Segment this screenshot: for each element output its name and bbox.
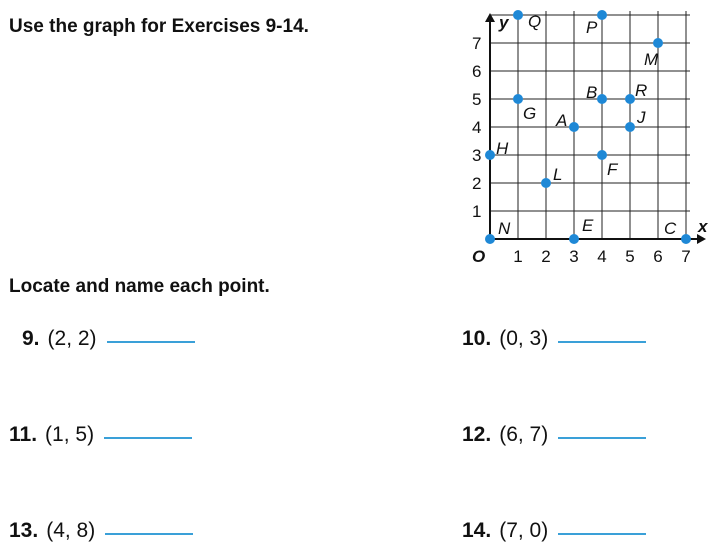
exercise-number: 13.: [9, 519, 39, 542]
y-axis-label: y: [499, 13, 509, 32]
point-label-B: B: [586, 83, 598, 102]
answer-blank[interactable]: [104, 431, 192, 439]
point-label-P: P: [586, 18, 598, 37]
x-tick-label: 7: [681, 247, 691, 266]
point-label-A: A: [556, 111, 568, 130]
point-label-E: E: [582, 216, 594, 235]
exercise-9: [22, 327, 195, 351]
point-label-J: J: [637, 108, 646, 127]
y-tick-label: 4: [472, 118, 482, 137]
answer-blank[interactable]: [105, 527, 193, 535]
point-label-M: M: [644, 50, 659, 69]
point-R: [625, 94, 635, 104]
instructions-heading: Locate and name each point.: [9, 276, 270, 297]
y-axis-arrow-icon: [485, 13, 495, 22]
answer-blank[interactable]: [558, 335, 646, 343]
x-tick-label: 5: [625, 247, 635, 266]
answer-blank[interactable]: [107, 335, 195, 343]
exercise-number: 11.: [9, 423, 38, 446]
point-C: [681, 234, 691, 244]
point-label-F: F: [607, 160, 618, 179]
y-tick-label: 7: [472, 34, 482, 53]
origin-label: O: [472, 247, 486, 266]
point-label-N: N: [498, 219, 511, 238]
point-G: [513, 94, 523, 104]
point-label-G: G: [523, 104, 537, 123]
y-tick-label: 5: [472, 90, 482, 109]
point-L: [541, 178, 551, 188]
ordered-pair: (1, 5): [45, 423, 95, 446]
point-H: [485, 150, 495, 160]
y-tick-label: 3: [472, 146, 482, 165]
exercise-14: [462, 519, 646, 543]
ordered-pair: (6, 7): [499, 423, 549, 446]
point-N: [485, 234, 495, 244]
exercise-11: [9, 423, 192, 447]
ordered-pair: (2, 2): [47, 327, 97, 350]
point-label-R: R: [635, 81, 648, 100]
coordinate-graph: [0, 0, 725, 270]
exercise-12: [462, 423, 646, 447]
ordered-pair: (0, 3): [499, 327, 549, 350]
x-tick-label: 6: [653, 247, 663, 266]
x-tick-label: 1: [513, 247, 523, 266]
y-tick-label: 1: [472, 202, 482, 221]
point-A: [569, 122, 579, 132]
x-axis-label: x: [698, 217, 708, 236]
exercise-10: [462, 327, 646, 351]
y-tick-label: 6: [472, 62, 482, 81]
exercise-number: 9.: [22, 327, 40, 350]
point-P: [597, 10, 607, 20]
x-tick-label: 3: [569, 247, 579, 266]
point-F: [597, 150, 607, 160]
point-label-L: L: [553, 165, 563, 184]
y-tick-label: 2: [472, 174, 482, 193]
point-label-H: H: [496, 139, 509, 158]
point-J: [625, 122, 635, 132]
exercise-13: [9, 519, 193, 543]
x-tick-label: 4: [597, 247, 607, 266]
ordered-pair: (7, 0): [499, 519, 549, 542]
answer-blank[interactable]: [558, 431, 646, 439]
exercise-number: 10.: [462, 327, 492, 350]
x-tick-label: 2: [541, 247, 551, 266]
exercise-number: 12.: [462, 423, 492, 446]
point-E: [569, 234, 579, 244]
ordered-pair: (4, 8): [46, 519, 96, 542]
point-label-Q: Q: [528, 12, 542, 31]
page-title: Use the graph for Exercises 9-14.: [9, 16, 309, 37]
point-B: [597, 94, 607, 104]
exercise-number: 14.: [462, 519, 492, 542]
point-M: [653, 38, 663, 48]
point-label-C: C: [664, 219, 677, 238]
point-Q: [513, 10, 523, 20]
answer-blank[interactable]: [558, 527, 646, 535]
